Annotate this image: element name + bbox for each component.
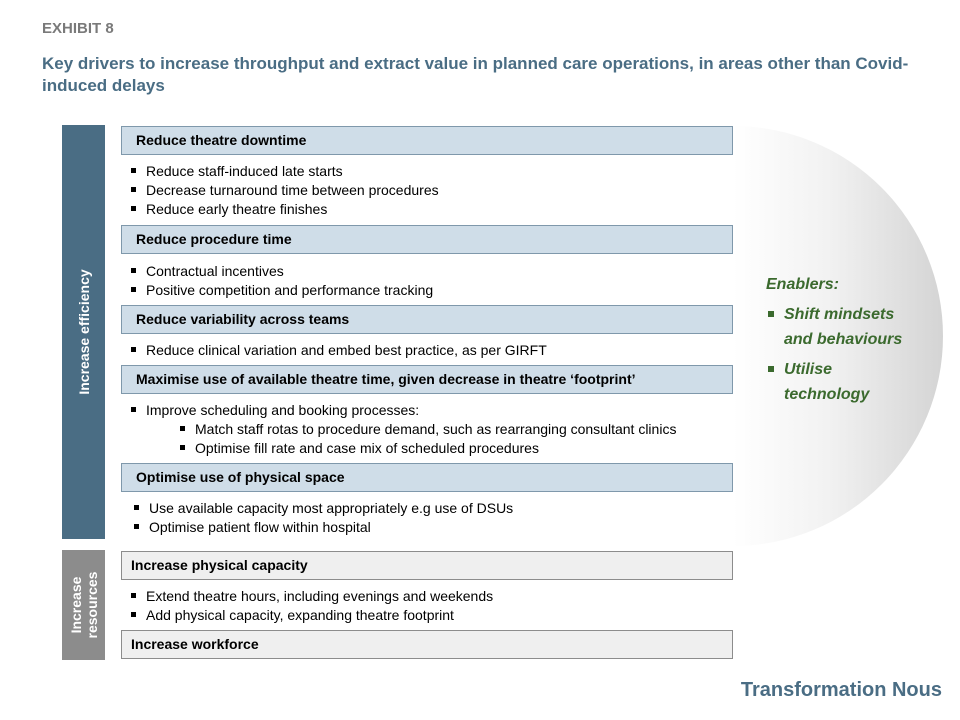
brand-logo-text: Transformation Nous — [740, 679, 942, 701]
downtime-bullet-3: Reduce early theatre finishes — [131, 200, 327, 219]
capacity-bullet-1: Extend theatre hours, including evenings and weekends — [131, 587, 493, 606]
downtime-bullet-2: Decrease turnaround time between procedures — [131, 181, 439, 200]
variability-header: Reduce variability across teams — [121, 305, 733, 334]
variability-bullet-1: Reduce clinical variation and embed best practice, as per GIRFT — [131, 341, 547, 360]
procedure-bullet-2: Positive competition and performance tracking — [131, 281, 433, 300]
theatre-time-bullet-1: Improve scheduling and booking processes: — [131, 401, 419, 420]
workforce-header: Increase workforce — [121, 630, 733, 659]
resources-label-line2: resources — [83, 571, 100, 639]
enabler-item-mindsets: Shift mindsets and behaviours — [784, 302, 902, 352]
downtime-header: Reduce theatre downtime — [121, 126, 733, 155]
theatre-time-subbullet-2: Optimise fill rate and case mix of scheduled procedures — [180, 439, 539, 458]
space-bullet-1: Use available capacity most appropriately e.g use of DSUs — [134, 499, 513, 518]
page-title: Key drivers to increase throughput and extract value in planned care operations, in areas other than Covid-induced delays — [42, 54, 909, 95]
enabler-item-technology: Utilise technology — [784, 357, 869, 407]
space-bullet-2: Optimise patient flow within hospital — [134, 518, 371, 537]
exhibit-label: EXHIBIT 8 — [42, 20, 114, 37]
theatre-time-subbullet-1: Match staff rotas to procedure demand, such as rearranging consultant clinics — [180, 420, 676, 439]
resources-side-label — [62, 550, 105, 660]
theatre-time-header: Maximise use of available theatre time, given decrease in theatre ‘footprint’ — [121, 365, 733, 394]
space-header: Optimise use of physical space — [121, 463, 733, 492]
procedure-bullet-1: Contractual incentives — [131, 262, 284, 281]
resources-label-line1: Increase — [67, 576, 84, 634]
enablers-heading: Enablers: — [766, 276, 839, 293]
capacity-header: Increase physical capacity — [121, 551, 733, 580]
efficiency-side-label: Increase efficiency — [62, 125, 105, 539]
procedure-header: Reduce procedure time — [121, 225, 733, 254]
capacity-bullet-2: Add physical capacity, expanding theatre footprint — [131, 606, 454, 625]
downtime-bullet-1: Reduce staff-induced late starts — [131, 162, 343, 181]
